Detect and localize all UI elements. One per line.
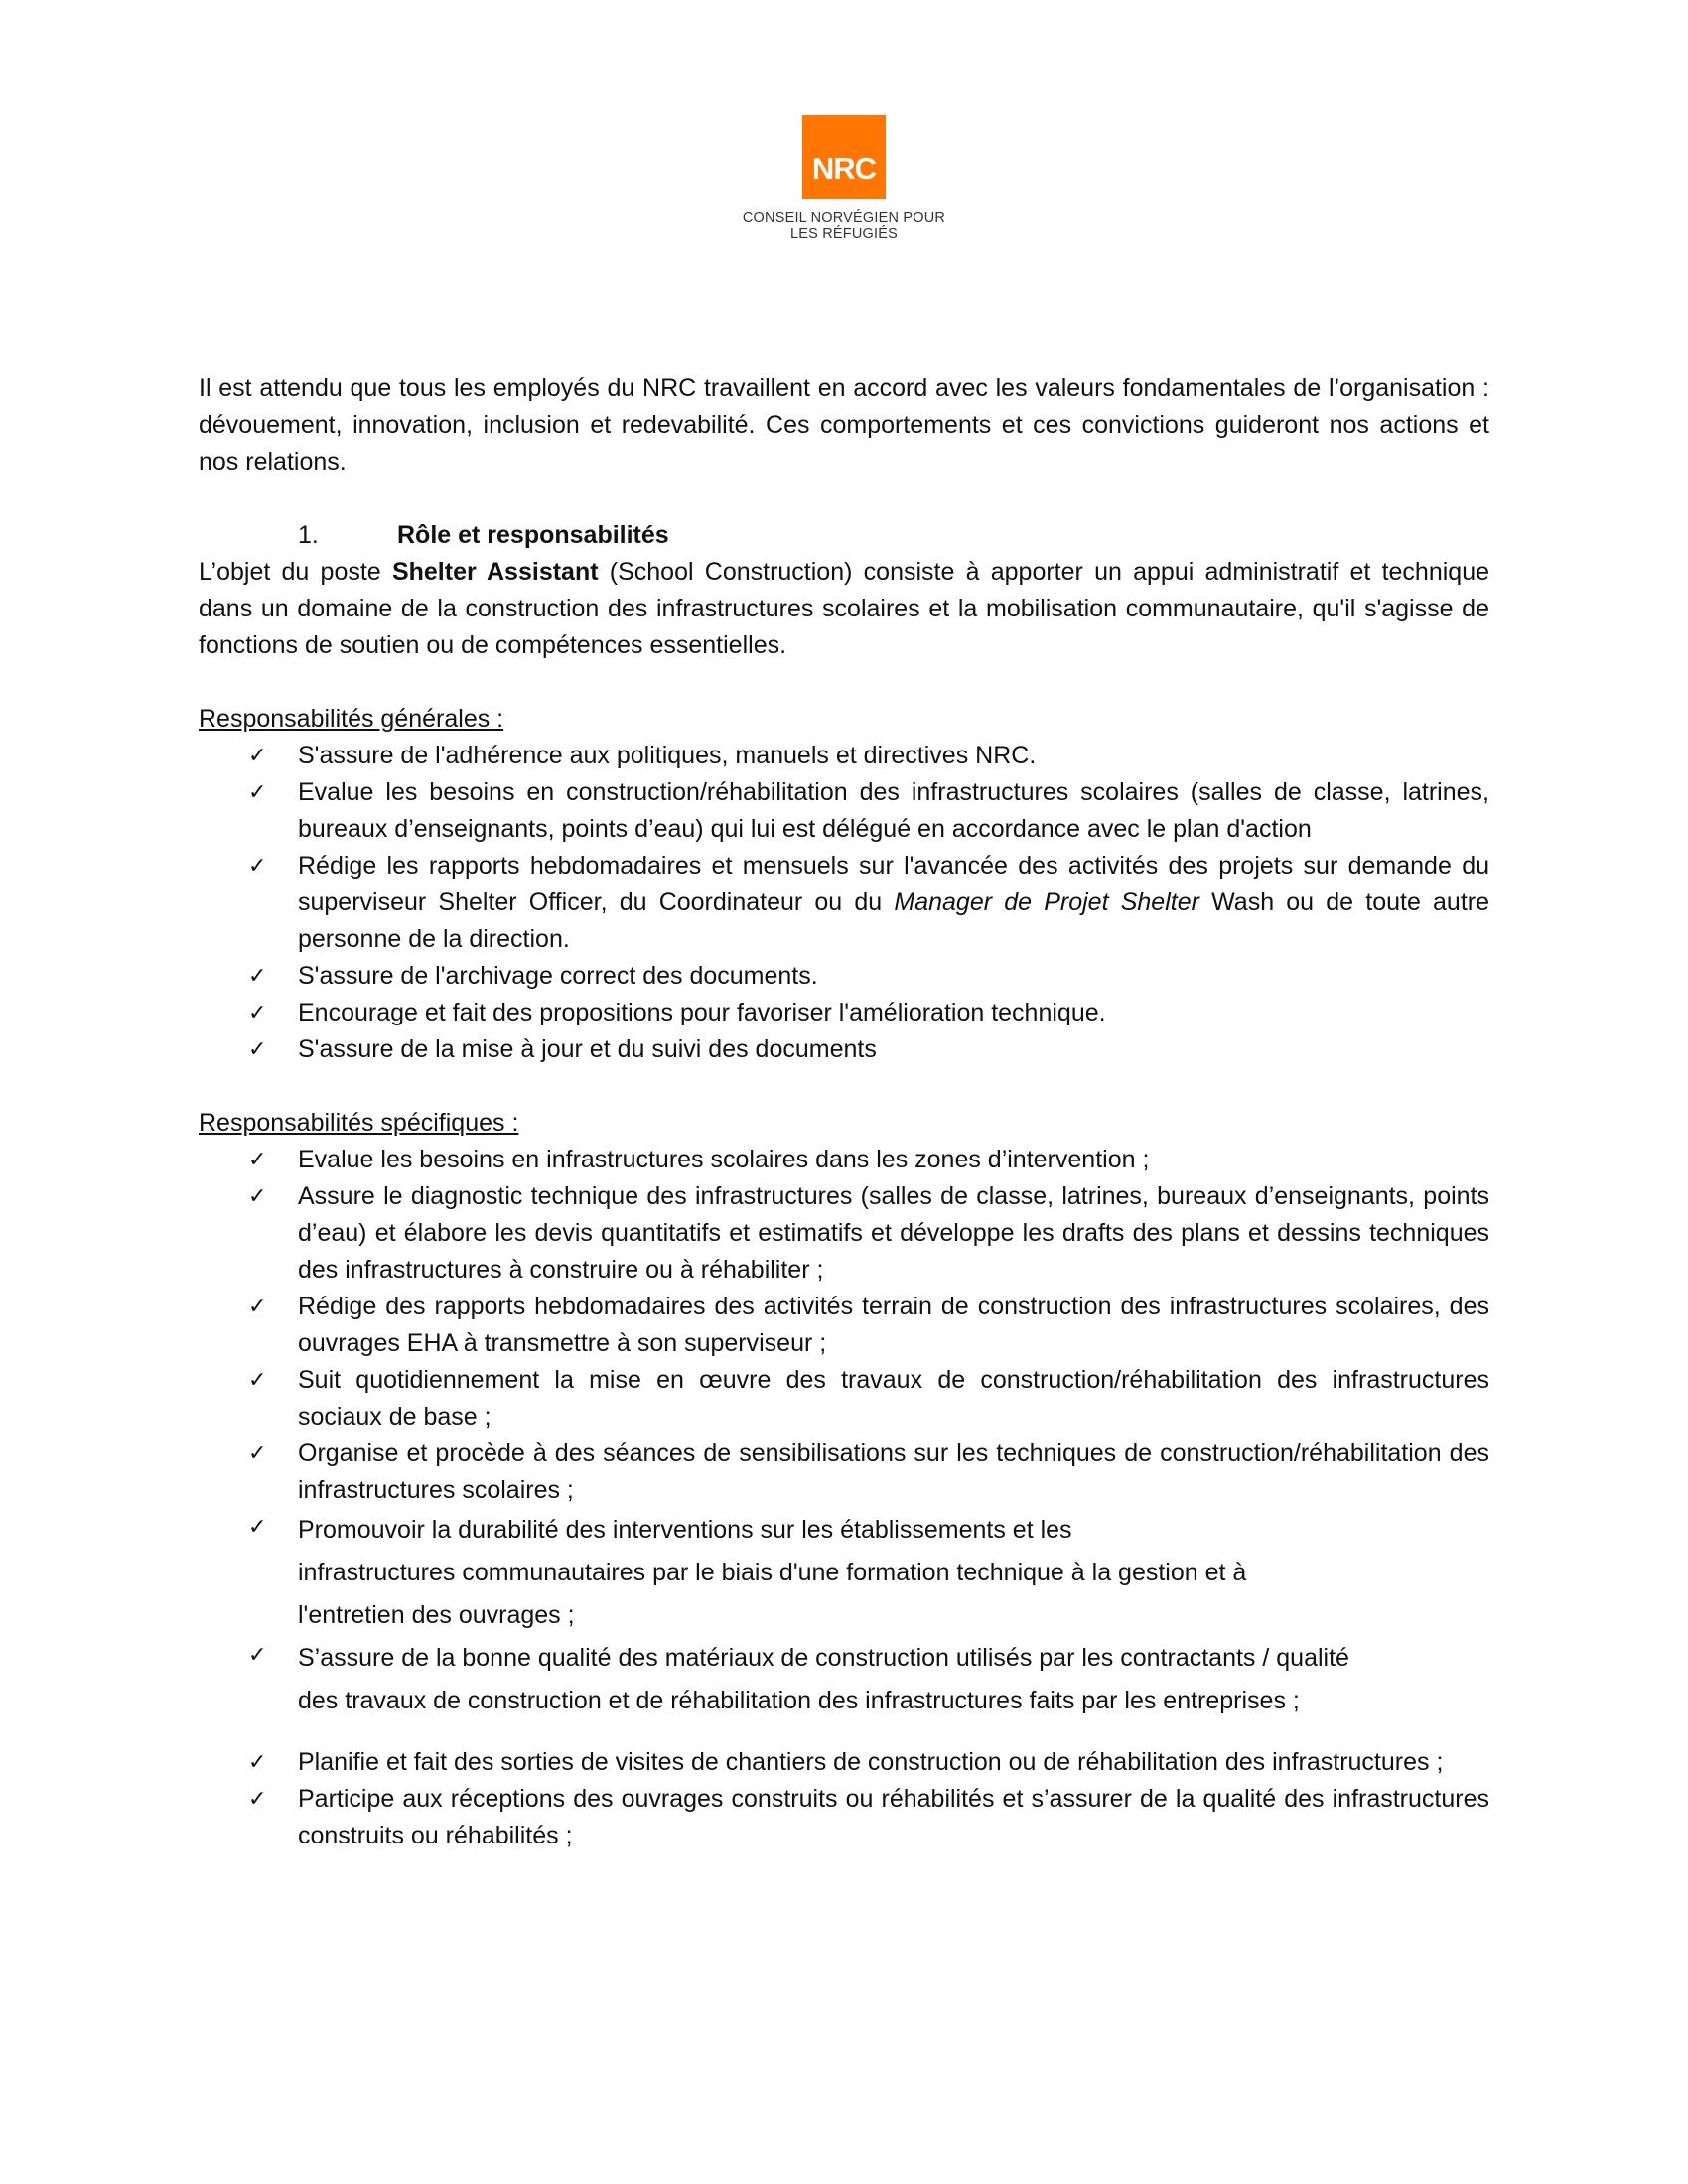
list-item — [199, 1362, 1489, 1435]
section-number: 1. — [298, 521, 319, 549]
list-item-text: Organise et procède à des séances de sensibilisations sur les techniques de construction/réhabilitation des infrastructures scolaires ; — [298, 1439, 1489, 1504]
intro-paragraph: Il est attendu que tous les employés du NRC travaillent en accord avec les valeurs fondamentales de l’organisation : dévouement, innovation, inclusion et redevabilité. Ces comportements et ces convictions guideront nos actions et nos relations. — [199, 374, 1489, 476]
list-item — [199, 1781, 1489, 1854]
list-item — [199, 738, 1489, 774]
checkmark-icon: ✓ — [248, 1037, 267, 1062]
nrc-logo — [735, 115, 953, 242]
list-item — [199, 1744, 1489, 1781]
list-item-text — [298, 848, 1489, 958]
document-body — [199, 370, 1489, 1854]
list-item-text-start: Rédige les rapports hebdomadaires et mensuels sur l'avancée des activités des projets sur demande du superviseur Shelter Officer, du Coordinateur ou du — [298, 852, 1489, 916]
list-item-text: Participe aux réceptions des ouvrages construits ou réhabilités et s’assurer de la qualité des infrastructures construits ou réhabilités ; — [298, 1785, 1489, 1849]
list-item-text-end: Wash ou de toute autre personne de la direction. — [298, 888, 1490, 953]
list-item-line: S’assure de la bonne qualité des matériaux de construction utilisés par les contractants / qualité — [298, 1644, 1349, 1672]
list-item — [199, 1178, 1489, 1289]
section-heading — [199, 517, 1489, 554]
list-item-text: Rédige des rapports hebdomadaires des activités terrain de construction des infrastructures scolaires, des ouvrages EHA à transmettre à son superviseur ; — [298, 1293, 1489, 1357]
list-item-text: Suit quotidiennement la mise en œuvre des travaux de construction/réhabilitation des infrastructures sociaux de base ; — [298, 1366, 1489, 1431]
checkmark-icon: ✓ — [248, 1148, 267, 1172]
nrc-logo-text: NRC — [811, 151, 877, 186]
list-item-text: S'assure de l'adhérence aux politiques, manuels et directives NRC. — [298, 742, 1037, 769]
checkmark-icon: ✓ — [248, 1001, 267, 1025]
role-paragraph-start: L’objet du poste — [199, 558, 392, 586]
list-item-text: S'assure de la mise à jour et du suivi des documents — [298, 1035, 877, 1063]
nrc-logo-tagline — [735, 210, 953, 242]
role-paragraph-rest: (School Construction) consiste à apporter un appui administratif et technique dans un domaine de la construction des infrastructures scolaires et la mobilisation communautaire, qu'il s'agisse de fonctions de soutien ou de compétences essentielles. — [199, 558, 1490, 659]
checkmark-icon: ✓ — [248, 1368, 267, 1393]
list-item — [199, 1142, 1489, 1178]
checkmark-icon: ✓ — [248, 1184, 267, 1209]
checkmark-icon: ✓ — [248, 1750, 267, 1775]
checkmark-icon: ✓ — [248, 1295, 267, 1319]
job-title: Shelter Assistant — [391, 558, 599, 586]
tagline-line-2: LES RÉFUGIÉS — [790, 226, 898, 242]
specific-responsibilities-heading: Responsabilités spécifiques : — [199, 1109, 519, 1137]
list-item-line: infrastructures communautaires par le biais d'une formation technique à la gestion et à — [298, 1559, 1247, 1586]
list-item-text: Encourage et fait des propositions pour favoriser l'amélioration technique. — [298, 999, 1106, 1026]
section-title: Rôle et responsabilités — [397, 521, 669, 549]
role-paragraph — [199, 554, 1489, 664]
nrc-logo-box — [802, 115, 886, 199]
list-item-line: des travaux de construction et de réhabilitation des infrastructures faits par les entreprises ; — [298, 1687, 1300, 1714]
list-item — [199, 1509, 1489, 1637]
list-item-line: l'entretien des ouvrages ; — [298, 1601, 575, 1629]
checkmark-icon: ✓ — [248, 780, 267, 805]
list-item-text — [298, 1509, 1489, 1637]
list-item — [199, 848, 1489, 958]
checkmark-icon: ✓ — [248, 1515, 267, 1540]
list-item-text: Evalue les besoins en infrastructures scolaires dans les zones d’intervention ; — [298, 1146, 1150, 1173]
checkmark-icon: ✓ — [248, 854, 267, 879]
list-item — [199, 958, 1489, 995]
list-item-text — [298, 1637, 1489, 1722]
list-item — [199, 1435, 1489, 1509]
checkmark-icon: ✓ — [248, 964, 267, 989]
list-item-line: Promouvoir la durabilité des interventions sur les établissements et les — [298, 1516, 1072, 1544]
list-item — [199, 1289, 1489, 1362]
checkmark-icon: ✓ — [248, 744, 267, 768]
list-item-text: S'assure de l'archivage correct des documents. — [298, 962, 818, 990]
manager-title: Manager de Projet Shelter — [894, 888, 1199, 916]
list-item — [199, 774, 1489, 848]
specific-responsibilities-list — [199, 1142, 1489, 1854]
tagline-line-1: CONSEIL NORVÉGIEN POUR — [742, 210, 946, 226]
list-item-text: Assure le diagnostic technique des infrastructures (salles de classe, latrines, bureaux d’enseignants, points d’eau) et élabore les devis quantitatifs et estimatifs et développe les drafts des plans et dessins techniques des infrastructures à construire ou à réhabiliter ; — [298, 1182, 1489, 1284]
list-item-text: Planifie et fait des sorties de visites de chantiers de construction ou de réhabilitation des infrastructures ; — [298, 1748, 1444, 1776]
list-item — [199, 1031, 1489, 1068]
general-responsibilities-list — [199, 738, 1489, 1068]
list-item — [199, 1637, 1489, 1722]
general-responsibilities-heading: Responsabilités générales : — [199, 705, 504, 733]
checkmark-icon: ✓ — [248, 1787, 267, 1812]
checkmark-icon: ✓ — [248, 1643, 267, 1668]
checkmark-icon: ✓ — [248, 1441, 267, 1466]
list-item — [199, 995, 1489, 1031]
list-item-text: Evalue les besoins en construction/réhabilitation des infrastructures scolaires (salles de classe, latrines, bureaux d’enseignants, points d’eau) qui lui est délégué en accordance avec le plan d'action — [298, 778, 1489, 843]
